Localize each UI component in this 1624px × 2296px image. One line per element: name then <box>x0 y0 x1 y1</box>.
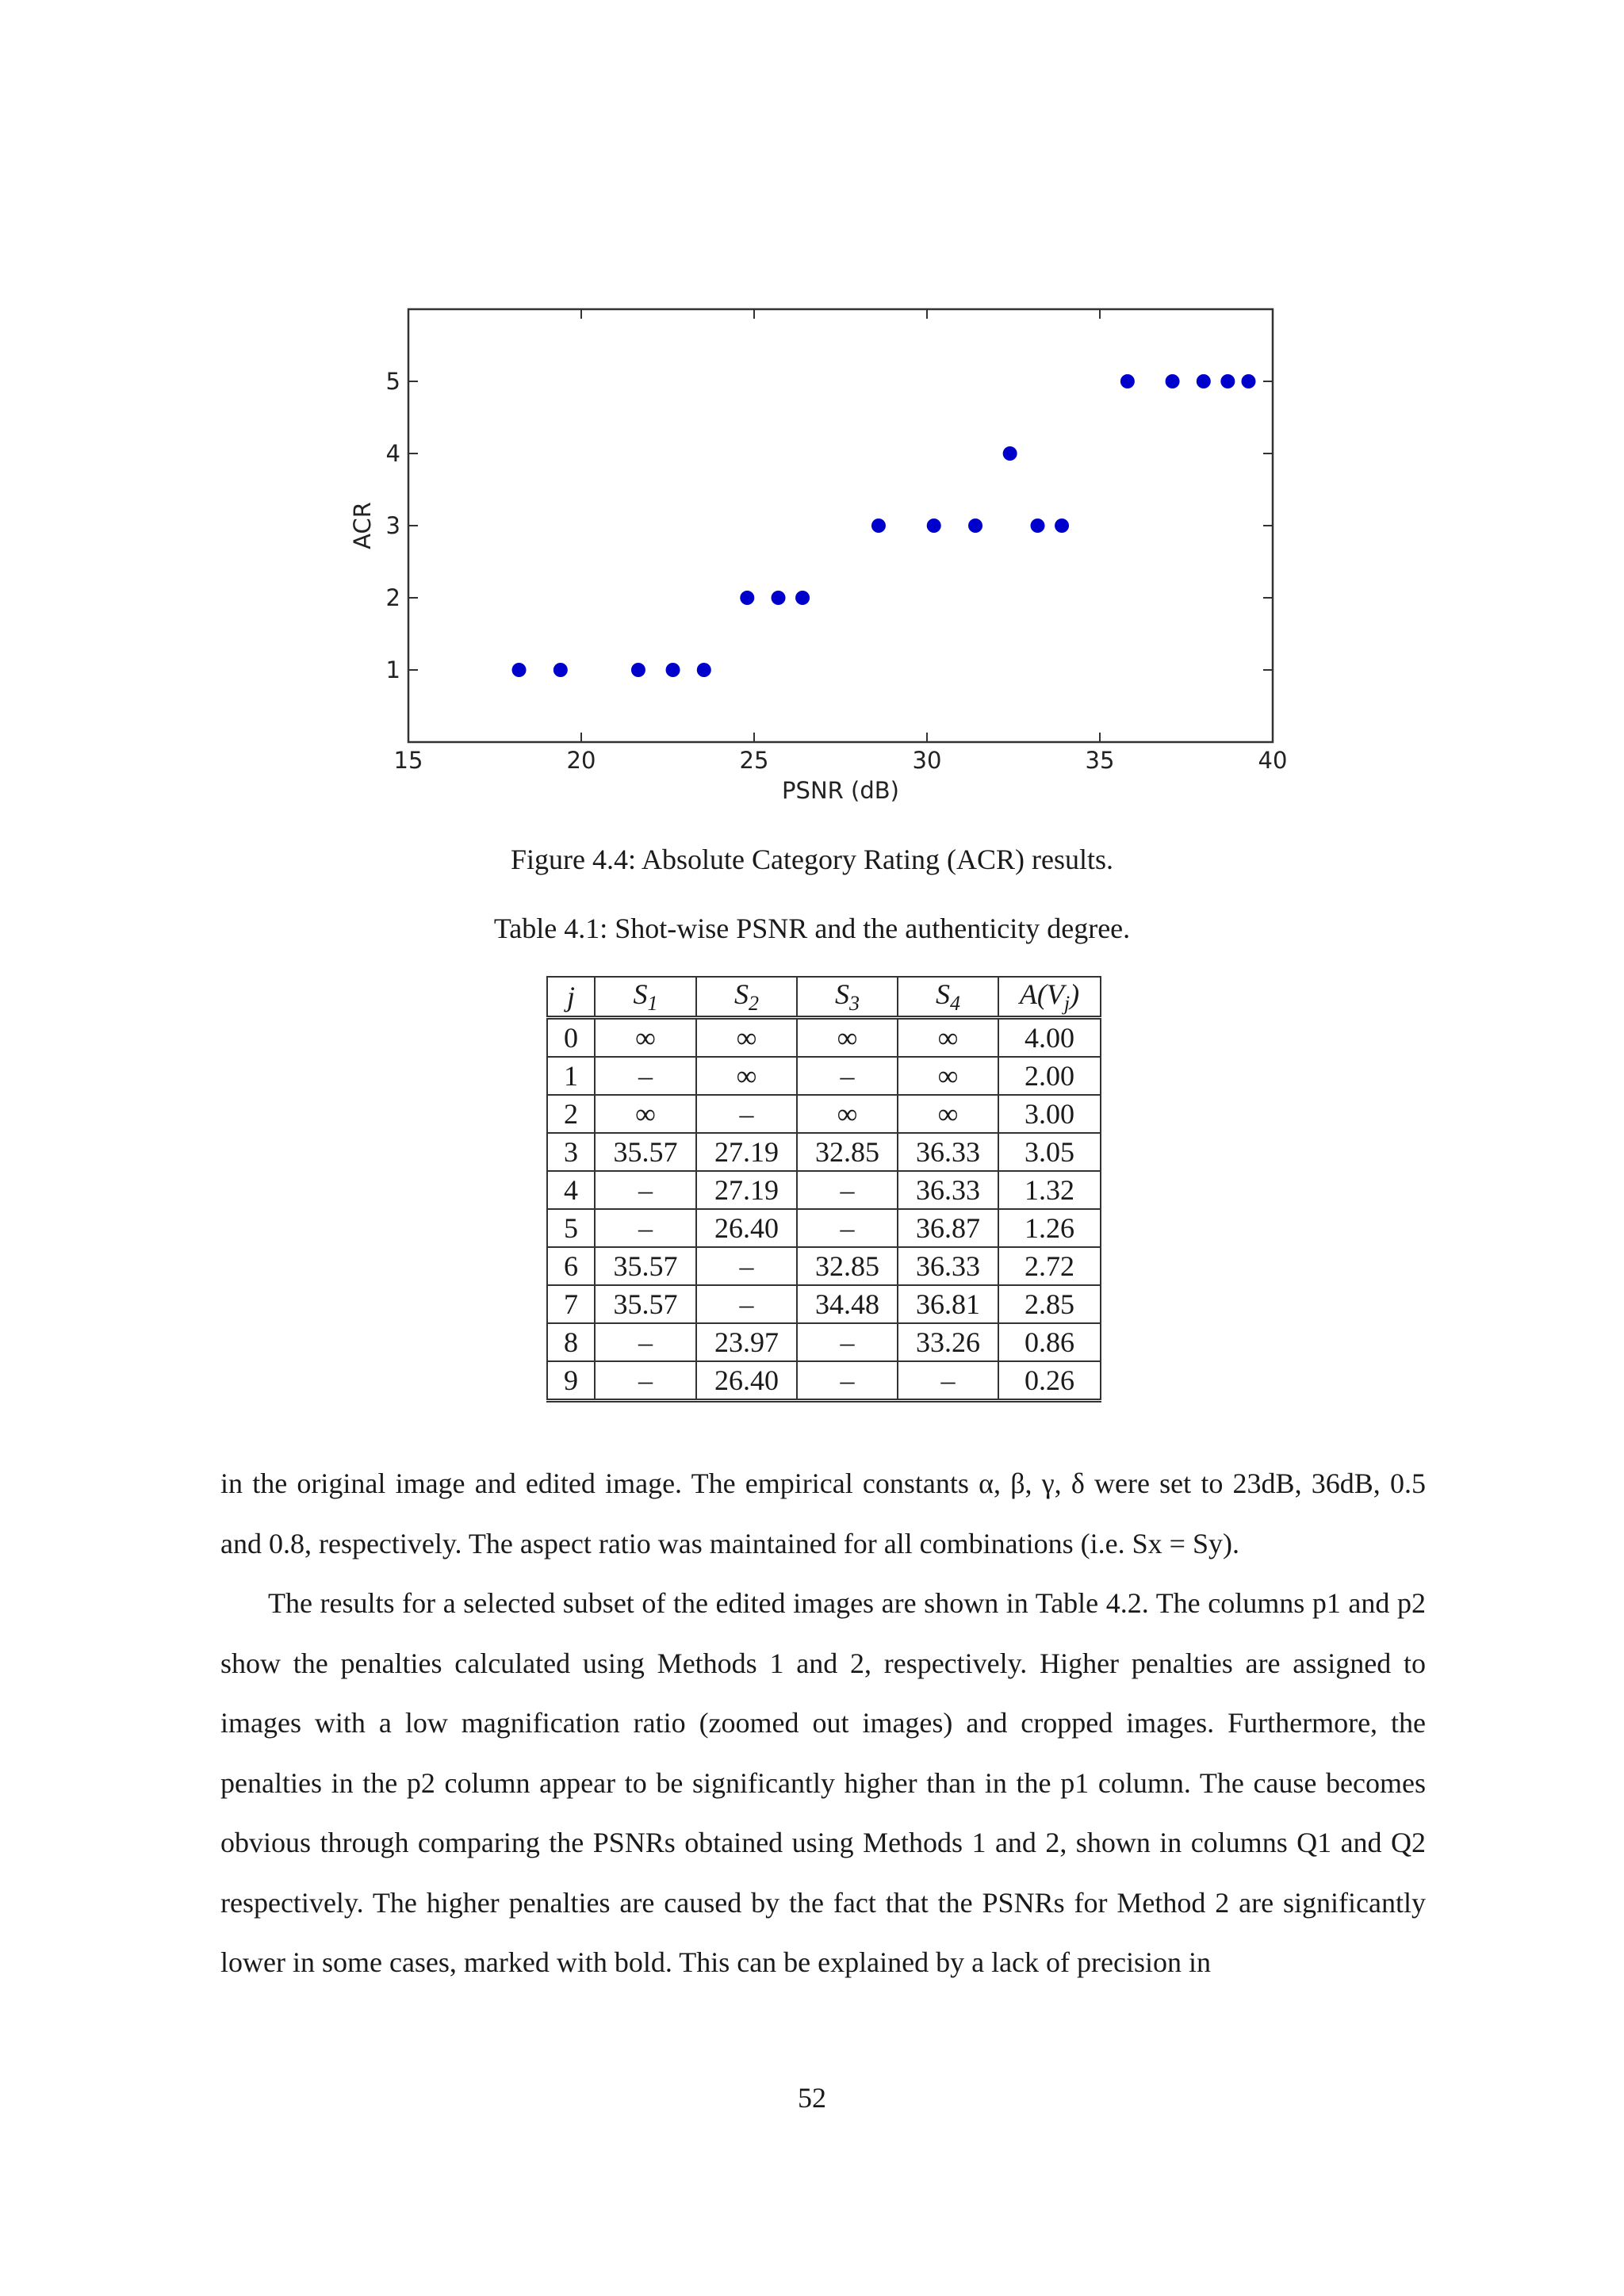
cell: – <box>797 1323 898 1361</box>
x-tick-label: 40 <box>1258 747 1288 774</box>
cell: 0 <box>547 1018 595 1058</box>
y-tick-label: 4 <box>385 440 400 467</box>
cell: – <box>595 1171 696 1209</box>
x-tick-label: 20 <box>566 747 596 774</box>
cell: 4.00 <box>998 1018 1101 1058</box>
cell: 1.32 <box>998 1171 1101 1209</box>
acr-scatter-chart <box>333 293 1300 817</box>
table-header-row <box>547 977 1101 1018</box>
cell: 34.48 <box>797 1285 898 1323</box>
cell: – <box>797 1209 898 1247</box>
cell: 36.33 <box>898 1133 998 1171</box>
cell: 3.05 <box>998 1133 1101 1171</box>
table-row <box>547 1095 1101 1133</box>
data-point <box>871 519 886 533</box>
paragraph-1: in the original image and edited image. The empirical constants α, β, γ, δ were set to 23dB, 36dB, 0.5 and 0.8, respectively. The aspect ratio was maintained for all combinations (i.e. Sx = Sy). <box>220 1468 1426 1559</box>
data-point <box>927 519 941 533</box>
data-points <box>512 374 1256 677</box>
cell: 26.40 <box>696 1209 797 1247</box>
cell: 27.19 <box>696 1171 797 1209</box>
cell: 36.81 <box>898 1285 998 1323</box>
data-point <box>512 663 527 677</box>
cell: 27.19 <box>696 1133 797 1171</box>
x-axis-label: PSNR (dB) <box>782 777 899 804</box>
cell: 32.85 <box>797 1247 898 1285</box>
cell: – <box>595 1323 696 1361</box>
cell: ∞ <box>797 1018 898 1058</box>
y-axis-label: ACR <box>349 502 376 549</box>
data-point <box>740 591 754 605</box>
cell: 9 <box>547 1361 595 1401</box>
table-row <box>547 1018 1101 1058</box>
psnr-table <box>546 976 1101 1402</box>
cell: 8 <box>547 1323 595 1361</box>
data-point <box>553 663 568 677</box>
data-point <box>1055 519 1069 533</box>
plot-frame <box>408 309 1273 742</box>
cell: 4 <box>547 1171 595 1209</box>
table-row <box>547 1247 1101 1285</box>
cell: 35.57 <box>595 1285 696 1323</box>
cell: 33.26 <box>898 1323 998 1361</box>
cell: 35.57 <box>595 1247 696 1285</box>
data-point <box>1197 374 1211 388</box>
cell: 2 <box>547 1095 595 1133</box>
cell: – <box>696 1247 797 1285</box>
table-row <box>547 1285 1101 1323</box>
cell: 26.40 <box>696 1361 797 1401</box>
cell: ∞ <box>595 1095 696 1133</box>
data-point <box>772 591 786 605</box>
page-number: 52 <box>798 2082 826 2114</box>
data-point <box>631 663 645 677</box>
data-point <box>1120 374 1135 388</box>
cell: 6 <box>547 1247 595 1285</box>
data-point <box>968 519 982 533</box>
x-tick-label: 25 <box>739 747 769 774</box>
cell: 5 <box>547 1209 595 1247</box>
table-caption: Table 4.1: Shot-wise PSNR and the authenticity degree. <box>493 913 1131 944</box>
data-point <box>795 591 810 605</box>
data-point <box>697 663 711 677</box>
header-s2: $S_2$ <box>696 977 797 1018</box>
table-row <box>547 1133 1101 1171</box>
cell: – <box>595 1361 696 1401</box>
cell: 2.72 <box>998 1247 1101 1285</box>
y-axis-ticks <box>386 368 1273 683</box>
x-tick-label: 15 <box>393 747 423 774</box>
cell: – <box>696 1285 797 1323</box>
table-row <box>547 1057 1101 1095</box>
cell: 1.26 <box>998 1209 1101 1247</box>
cell: – <box>595 1209 696 1247</box>
cell: – <box>696 1095 797 1133</box>
cell: ∞ <box>898 1095 998 1133</box>
data-point <box>1220 374 1235 388</box>
header-s1: $S_1$ <box>595 977 696 1018</box>
cell: ∞ <box>696 1057 797 1095</box>
cell: ∞ <box>595 1018 696 1058</box>
paragraph-2: The results for a selected subset of the edited images are shown in Table 4.2. The columns p1 and p2 show the penalties calculated using Methods 1 and 2, respectively. Higher penalties are assigned to images with a low magnification ratio (zoomed out images) and cropped images. Furthermore, the penalties in the p2 column appear to be significantly higher than in the p1 column. The cause becomes obvious through comparing the PSNRs obtained using Methods 1 and 2, shown in columns Q1 and Q2 respectively. The higher penalties are caused by the fact that the PSNRs for Method 2 are significantly lower in some cases, marked with bold. This can be explained by a lack of precision in <box>220 1587 1426 1978</box>
cell: – <box>595 1057 696 1095</box>
table-row <box>547 1209 1101 1247</box>
x-tick-label: 30 <box>912 747 942 774</box>
y-tick-label: 3 <box>385 512 400 539</box>
header-s4: $S_4$ <box>898 977 998 1018</box>
header-j: j <box>547 977 595 1018</box>
y-tick-label: 5 <box>385 368 400 395</box>
cell: 2.85 <box>998 1285 1101 1323</box>
cell: 0.86 <box>998 1323 1101 1361</box>
data-point <box>1241 374 1255 388</box>
x-tick-label: 35 <box>1085 747 1115 774</box>
cell: 32.85 <box>797 1133 898 1171</box>
data-point <box>666 663 680 677</box>
figure-caption: Figure 4.4: Absolute Category Rating (ACR) results. <box>511 844 1113 875</box>
cell: 35.57 <box>595 1133 696 1171</box>
cell: 3 <box>547 1133 595 1171</box>
cell: – <box>797 1361 898 1401</box>
cell: 0.26 <box>998 1361 1101 1401</box>
cell: ∞ <box>898 1018 998 1058</box>
cell: 7 <box>547 1285 595 1323</box>
table-row <box>547 1171 1101 1209</box>
cell: ∞ <box>696 1018 797 1058</box>
cell: 23.97 <box>696 1323 797 1361</box>
cell: – <box>797 1057 898 1095</box>
cell: – <box>797 1171 898 1209</box>
data-point <box>1031 519 1045 533</box>
cell: ∞ <box>797 1095 898 1133</box>
x-axis-ticks <box>394 309 1288 774</box>
cell: 36.87 <box>898 1209 998 1247</box>
header-authenticity: $A(V_j)$ <box>998 977 1101 1018</box>
y-tick-label: 2 <box>385 584 400 611</box>
cell: 36.33 <box>898 1247 998 1285</box>
cell: 2.00 <box>998 1057 1101 1095</box>
data-point <box>1166 374 1180 388</box>
cell: 36.33 <box>898 1171 998 1209</box>
cell: 1 <box>547 1057 595 1095</box>
table-row <box>547 1323 1101 1361</box>
y-tick-label: 1 <box>385 656 400 683</box>
cell: 3.00 <box>998 1095 1101 1133</box>
header-s3: $S_3$ <box>797 977 898 1018</box>
cell: – <box>898 1361 998 1401</box>
data-point <box>1003 446 1017 461</box>
cell: ∞ <box>898 1057 998 1095</box>
table-row <box>547 1361 1101 1401</box>
